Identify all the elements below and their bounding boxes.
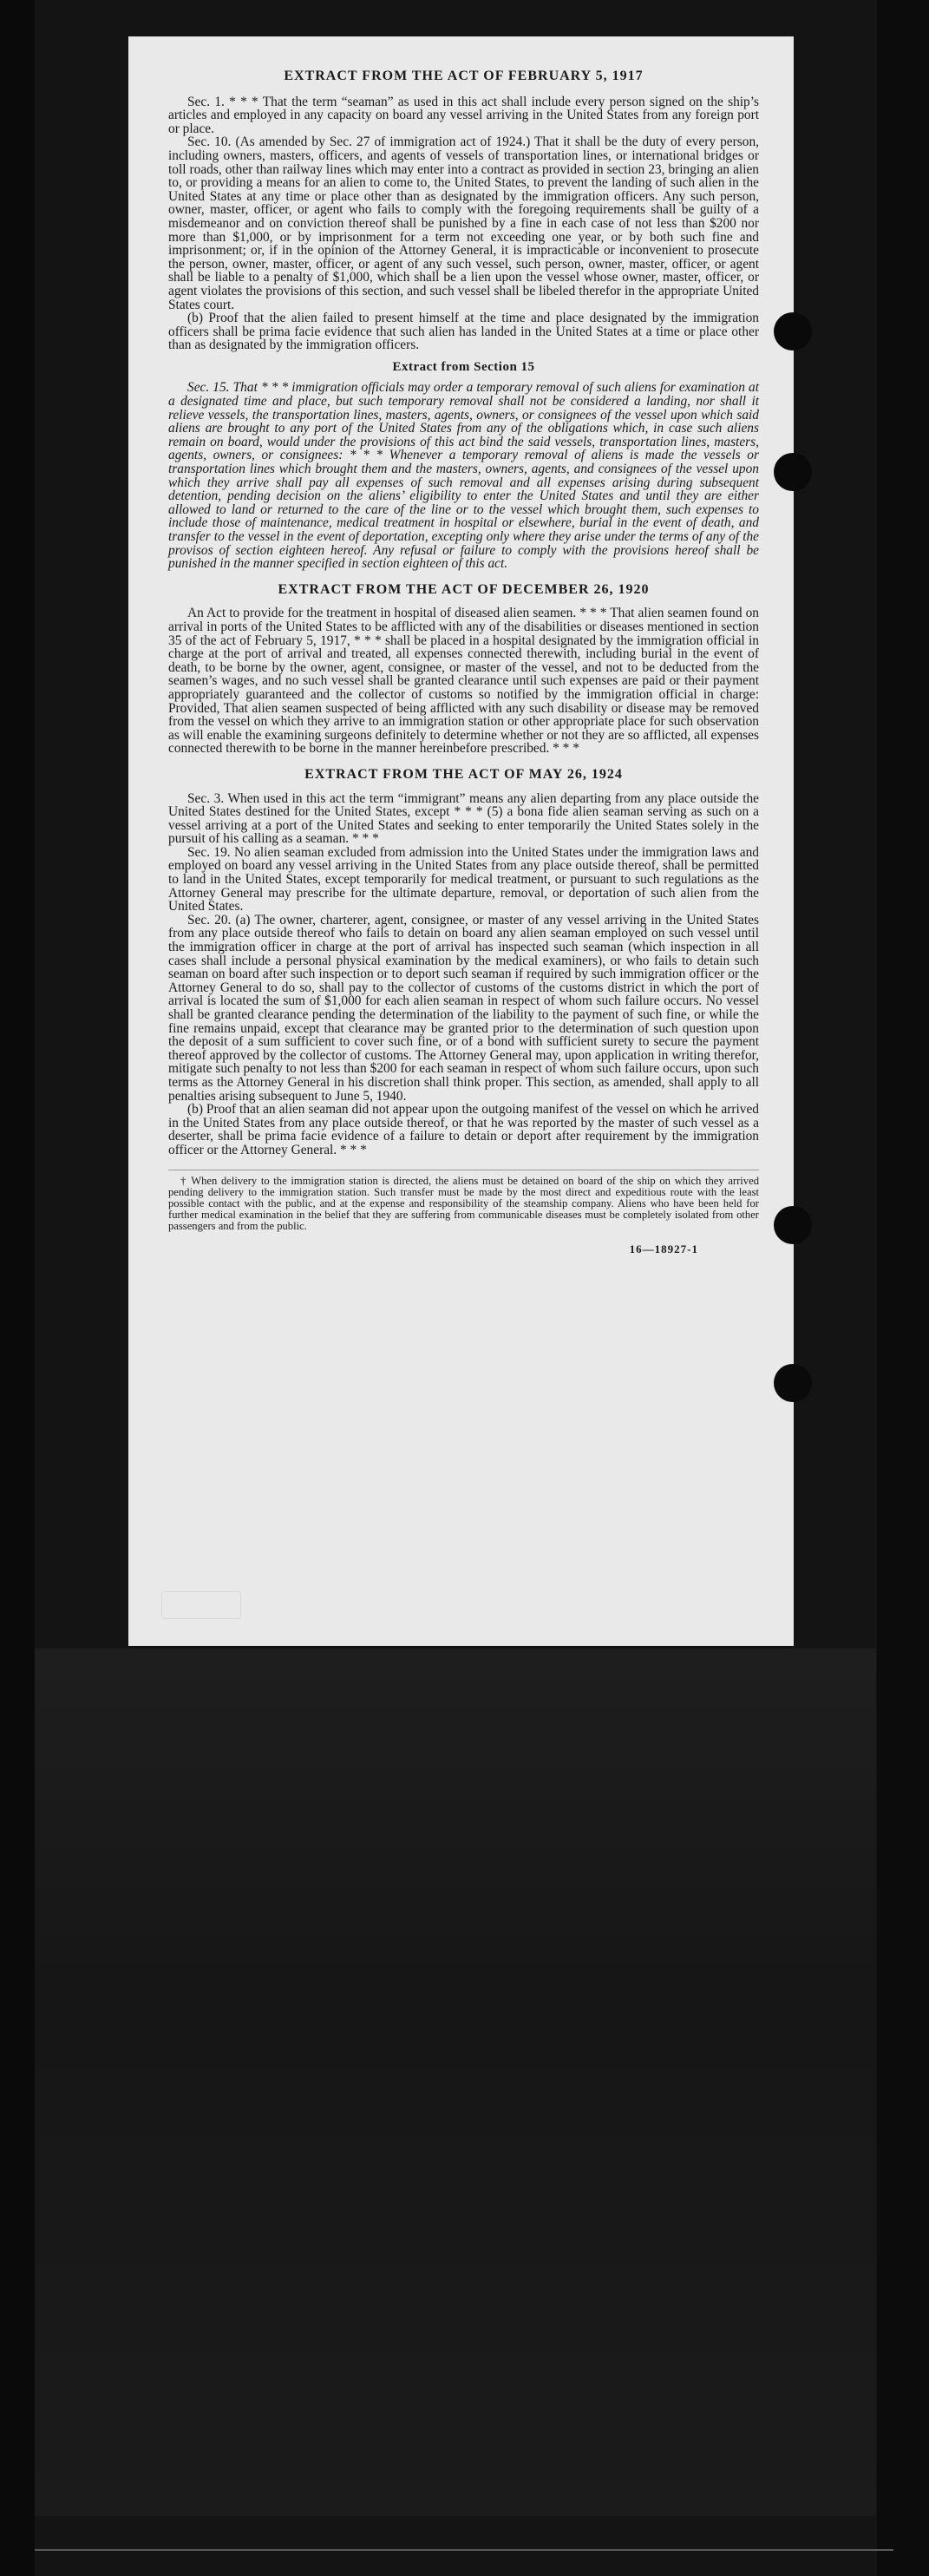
paragraph-section-3: Sec. 3. When used in this act the term “immigrant” means any alien departing from any place outside the United States destined for the United States, except * * * (5) a bona fide alien seaman serving as such on a vessel arriving at a port of the United States and seeking to enter temporarily the United States solely in the pursuit of his calling as a seaman. * * * [168, 790, 759, 847]
document-page [128, 36, 794, 1646]
paragraph-act-1920: An Act to provide for the treatment in hospital of diseased alien seamen. * * * That alien seamen found on arrival in ports of the United States to be afflicted with any of the disabilities or diseases mentioned in section 35 of the act of February 5, 1917, * * * shall be placed in a hospital designated by the immigration official in charge at the port of arrival and treated, all expenses connected therewith, including burial in the event of death, to be borne by the owner, agent, consignee, or master of the vessel, and not to be deducted from the seamen’s wages, and no such vessel shall be granted clearance until such expenses are paid or their payment appropriately guaranteed and the collector of customs so notified by the immigration official in charge: Provided, That alien seamen suspected of being afflicted with any such disability or disease may be removed from the vessel on which they arrive to an immigration station or other appropriate place for such observation as will enable the examining surgeons definitely to determine whether or not they are so afflicted, all expenses connected therewith to be borne in the manner hereinbefore prescribed. * * * [168, 606, 759, 757]
punch-hole-1 [774, 312, 812, 351]
footnote-text: † When delivery to the immigration station is directed, the aliens must be detained on board of the ship on which they arrived pending delivery to the immigration station. Such transfer must be made by the most direct and expeditious route with the least possible contact with the public, and at the expense and responsibility of the steamship company. Aliens who have been held for further medical examination in the belief that they are suffering from communicable diseases must be completely isolated from other passengers and from the public. [168, 1174, 759, 1232]
scan-background-left [0, 0, 35, 2576]
paragraph-section-10b: (b) Proof that the alien failed to present himself at the time and place designated by the immigration officers shall be prima facie evidence that such alien has landed in the United States at a time or place other than as designated by the immigration officers. [168, 311, 759, 353]
paragraph-section-10: Sec. 10. (As amended by Sec. 27 of immigration act of 1924.) That it shall be the duty of every person, including owners, masters, officers, and agents of vessels of transportation lines, or international bridges or toll roads, other than railway lines which may enter into a contract as provided in section 23, bringing an alien to, or providing a means for an alien to come to, the United States, to prevent the landing of such alien in the United States at any time or place other than as designated by the immigration officers. Any such person, owner, master, officer, or agent who fails to comply with the foregoing requirements shall be guilty of a misdemeanor and on conviction thereof shall be punished by a fine in each case of not less than $200 nor more than $1,000, or by imprisonment for a term not exceeding one year, or by both such fine and imprisonment; or, if in the opinion of the Attorney General, it is impracticable or inconvenient to prosecute the person, owner, master, officer, or agent of any such vessel, such person, owner, master, officer, or agent shall be liable to a penalty of $1,000, which shall be a lien upon the vessel whose owner, master, officer, or agent violates the provisions of this section, and such vessel shall be libeled therefor in the appropriate United States court. [168, 134, 759, 312]
scan-edge-line [35, 2549, 893, 2551]
paragraph-section-20: Sec. 20. (a) The owner, charterer, agent, consignee, or master of any vessel arriving in the United States from any place outside thereof who fails to detain on board any alien seaman employed on such vessel until the immigration officer in charge at the port of arrival has inspected such seaman (which inspection in all cases shall include a personal physical examination by the medical examiners), or who fails to detain such seaman on board after such inspection or to deport such seaman if required by such immigration officer or the Attorney General to do so, shall pay to the collector of customs of the customs district in which the port of arrival is located the sum of $1,000 for each alien seaman in respect of whom such failure occurs. No vessel shall be granted clearance pending the determination of the liability to the payment of such fine, or while the fine remains unpaid, except that clearance may be granted prior to the determination of such question upon the deposit of a sum sufficient to cover such fine, or of a bond with sufficient surety to secure the payment thereof approved by the collector of customs. The Attorney General may, upon application in writing therefor, mitigate such penalty to not less than $200 for each seaman in respect of whom such failure occurs, upon such terms as the Attorney General in his discretion shall think proper. This section, as amended, shall apply to all penalties arising subsequent to June 5, 1940. [168, 912, 759, 1104]
footnote [168, 1170, 759, 1232]
faint-stamp-mark [161, 1591, 241, 1619]
paragraph-section-1: Sec. 1. * * * That the term “seaman” as used in this act shall include every person signed on the ship’s articles and employed in any capacity on board any vessel arriving in the United States from any foreign port or place. [168, 94, 759, 136]
document-number: 16—18927-1 [629, 1242, 698, 1255]
paragraph-section-15: Sec. 15. That * * * immigration officials may order a temporary removal of such aliens for examination at a designated time and place, but such temporary removal shall not be considered a landing, nor shall it relieve vessels, the transportation lines, masters, agents, owners, or consignees of the vessel upon which said aliens are brought to any port of the United States from any of the obligations which, in case such aliens remain on board, would under the provisions of this act bind the said vessels, transportation lines, masters, agents, owners, or consignees: * * * Whenever a temporary removal of aliens is made the vessels or transportation lines which brought them and the masters, owners, agents, and consignees of the vessel upon which they arrive shall pay all expenses of such removal and all expenses arising during subsequent detention, pending decision on the aliens’ eligibility to enter the United States and until they are either allowed to land or returned to the care of the line or to the vessel which brought them, such expenses to include those of maintenance, medical treatment in hospital or elsewhere, burial in the event of death, and transfer to the vessel in the event of deportation, excepting only where they arise under the terms of any of the provisos of section eighteen hereof. Any refusal or failure to comply with the provisions hereof shall be punished in the manner specified in section eighteen of this act. [168, 380, 759, 572]
empty-scan-area [35, 1649, 876, 2516]
punch-hole-4 [774, 1364, 812, 1402]
heading-act-1920: EXTRACT FROM THE ACT OF DECEMBER 26, 1920 [278, 581, 650, 597]
paragraph-section-20b: (b) Proof that an alien seaman did not appear upon the outgoing manifest of the vessel on which he arrived in the United States from any place outside thereof, or that he was reported by the master of such vessel as a deserter, shall be prima facie evidence of a failure to detain or deport after requirement by the immigration officer or the Attorney General. * * * [168, 1102, 759, 1157]
paragraph-section-19: Sec. 19. No alien seaman excluded from admission into the United States under the immigration laws and employed on board any vessel arriving in the United States from any place outside thereof, shall be permitted to land in the United States, except temporarily for medical treatment, or pursuant to such regulations as the Attorney General may prescribe for the ultimate departure, removal, or deportation of such alien from the United States. [168, 844, 759, 914]
scan-background-right [877, 0, 929, 2576]
heading-act-1924: EXTRACT FROM THE ACT OF MAY 26, 1924 [304, 766, 623, 782]
heading-section-15: Extract from Section 15 [392, 359, 535, 374]
heading-act-1917: EXTRACT FROM THE ACT OF FEBRUARY 5, 1917 [284, 69, 644, 83]
punch-hole-2 [774, 453, 812, 491]
punch-hole-3 [774, 1206, 812, 1244]
